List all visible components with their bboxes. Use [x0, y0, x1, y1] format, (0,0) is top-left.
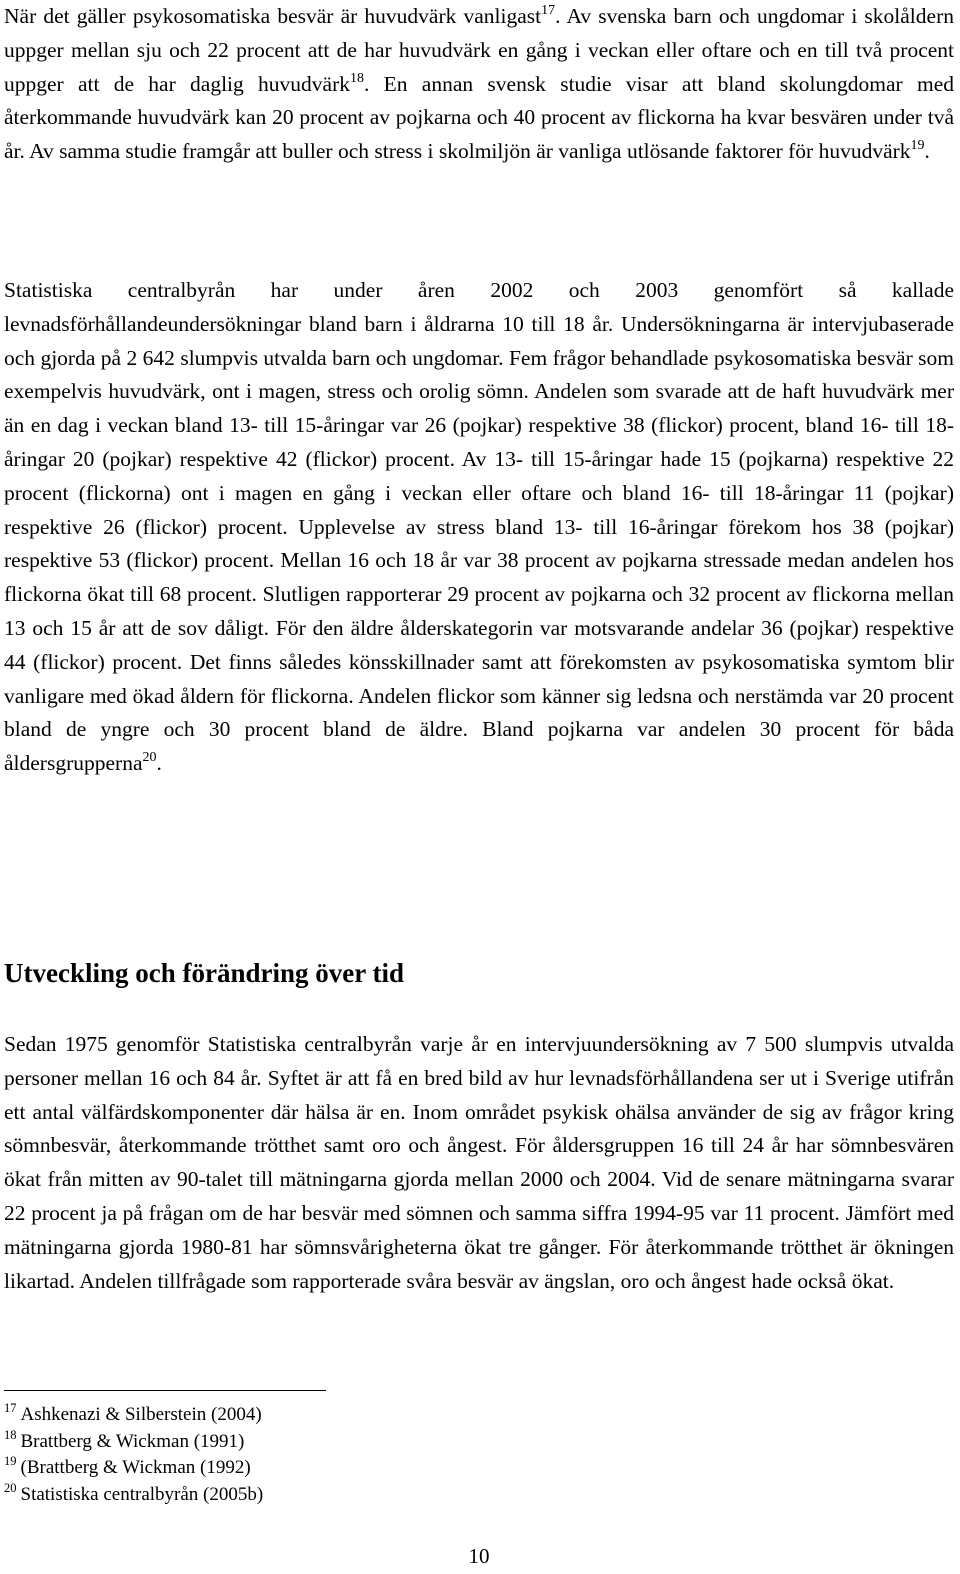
footnote-ref[interactable]: 20 [142, 750, 157, 766]
footnote-number: 19 [4, 1454, 17, 1468]
footnote-ref[interactable]: 19 [910, 138, 925, 154]
document-page [4, 0, 954, 1574]
footnote-item [4, 1402, 263, 1429]
paragraph-trend: Sedan 1975 genomför Statistiska centralbyrån varje år en intervjuundersökning av 7 500 slumpvis utvalda personer mellan 16 och 84 år. Syftet är att få en bred bild av hur levnadsförhållandena ser ut i Sverige utifrån ett antal välfärdskomponenter där hälsa är en. Inom området psykisk ohälsa använder de sig av frågor kring sömnbesvär, återkommande trötthet samt oro och ångest. För åldersgruppen 16 till 24 år har sömnbesvären ökat från mitten av 90-talet till mätningarna gjorda mellan 2000 och 2004. Vid de senare mätningarna svarar 22 procent ja på frågan om de har besvär med sömnen och samma siffra 1994-95 var 11 procent. Jämfört med mätningarna gjorda 1980-81 har sömnsvårigheterna ökat tre gånger. För återkommande trötthet är ökningen likartad. Andelen tillfrågade som rapporterade svåra besvär av ängslan, oro och ångest hade också ökat. [4, 1032, 954, 1293]
section-heading: Utveckling och förändring över tid [4, 958, 404, 988]
paragraph-text: . Av svenska barn och ungdomar i skolåldern uppger mellan sju och 22 procent att de har huvudvärk en gång i veckan eller oftare och en till två procent uppger att de har daglig huvudvärk [4, 4, 954, 96]
footnote-text: Ashkenazi & Silberstein (2004) [20, 1404, 262, 1425]
footnote-number: 17 [4, 1401, 17, 1415]
footnote-item [4, 1429, 263, 1456]
page-number: 10 [468, 1544, 490, 1568]
footnote-ref[interactable]: 18 [350, 70, 364, 86]
paragraph-text: . [924, 139, 930, 164]
footnote-item [4, 1482, 263, 1509]
paragraph-text: . [156, 751, 162, 776]
footnote-text: (Brattberg & Wickman (1992) [20, 1457, 251, 1478]
footnote-text: Statistiska centralbyrån (2005b) [20, 1483, 264, 1505]
footnote-text: Brattberg & Wickman (1991) [20, 1430, 245, 1452]
paragraph-text: Statistiska centralbyrån har under åren 2002 och 2003 genomfört så kallade levnadsförhållandeundersökningar bland barn i åldrarna 10 till 18 år. Undersökningarna är intervjubaserade och gjorda på 2 642 slumpvis utvalda barn och ungdomar. Fem frågor behandlade psykosomatiska besvär som exempelvis huvudvärk, ont i magen, stress och orolig sömn. Andelen som svarade att de haft huvudvärk mer än en dag i veckan bland 13- till 15-åringar var 26 (pojkar) respektive 38 (flickor) procent, bland 16- till 18-åringar 20 (pojkar) respektive 42 (flickor) procent. Av 13- till 15-åringar hade 15 (pojkarna) respektive 22 procent (flickorna) ont i magen en gång i veckan eller oftare och bland 16- till 18-åringar 11 (pojkar) respektive 26 (flickor) procent. Upplevelse av stress bland 13- till 16-åringar förekom hos 38 (pojkar) respektive 53 (flickor) procent. Mellan 16 och 18 år var 38 procent av pojkarna stressade medan andelen hos flickorna ökat till 68 procent. Slutligen rapporterar 29 procent av pojkarna och 32 procent av flickorna mellan 13 och 15 år att de sov dåligt. För den äldre ålderskategorin var motsvarande andelar 36 (pojkar) respektive 44 (flickor) procent. Det finns således könsskillnader samt att förekomsten av psykosomatiska symtom blir vanligare med ökad åldern för flickorna. Andelen flickor som känner sig ledsna och nerstämda var 20 procent bland de yngre och 30 procent bland de äldre. Bland pojkarna var andelen 30 procent för båda åldersgrupperna [4, 278, 954, 776]
footnote-number: 20 [4, 1480, 17, 1495]
footnote-divider [4, 1390, 326, 1391]
footnote-item [4, 1455, 263, 1482]
paragraph-text: . En annan svensk studie visar att bland skolungdomar med återkommande huvudvärk kan 20 procent av pojkarna och 40 procent av flickorna ha kvar besvären under två år. Av samma studie framgår att buller och stress i skolmiljön är vanliga utlösande faktorer för huvudvärk [4, 71, 954, 164]
footnote-list [4, 1402, 263, 1508]
paragraph-scb-survey [4, 274, 954, 781]
footnote-number: 18 [4, 1427, 17, 1442]
paragraph-text: När det gäller psykosomatiska besvär är huvudvärk vanligast [4, 4, 542, 28]
footnote-ref[interactable]: 17 [541, 3, 556, 18]
paragraph-headache [4, 0, 954, 169]
